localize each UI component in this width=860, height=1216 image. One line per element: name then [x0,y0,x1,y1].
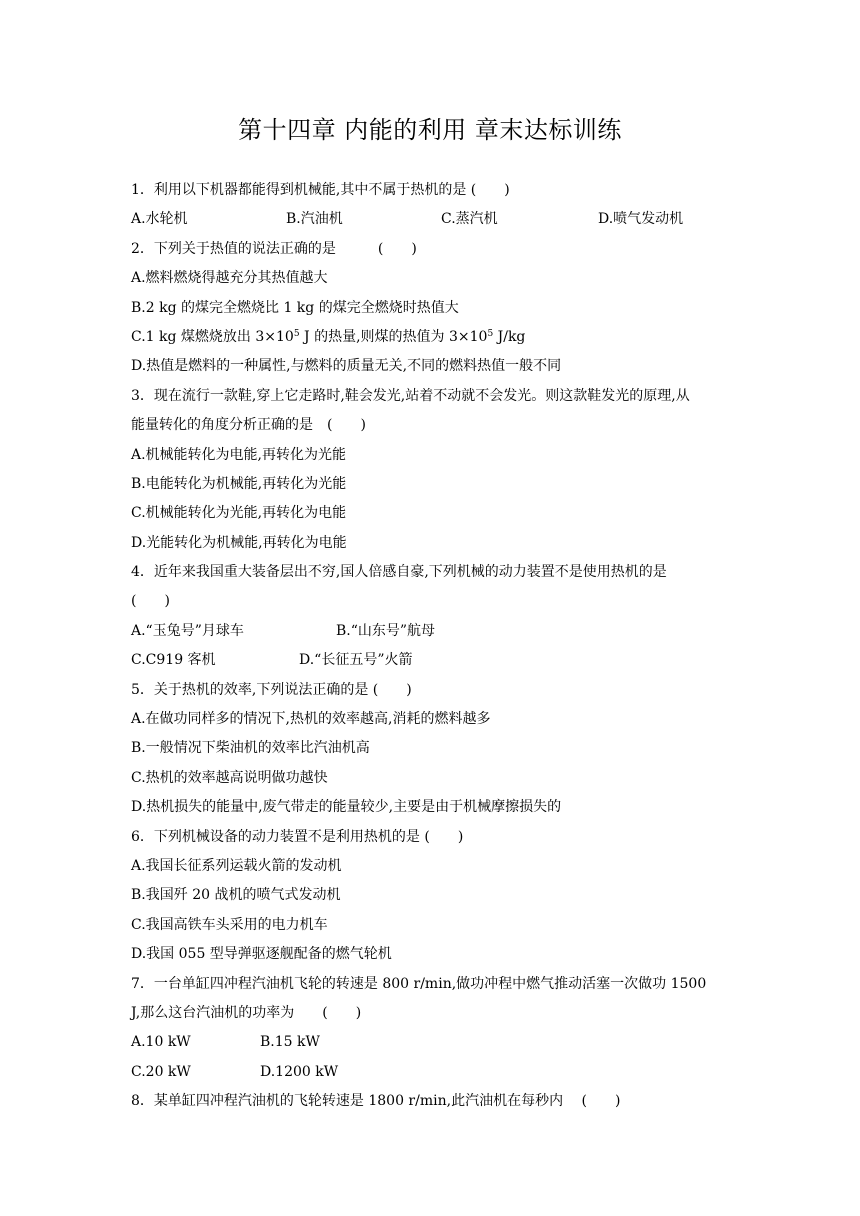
question-5-option-d: D.热机损失的能量中,废气带走的能量较少,主要是由于机械摩擦损失的 [131,799,562,816]
question-2-stem: 2．下列关于热值的说法正确的是 ( ) [131,240,417,257]
question-5-option-a: A.在做功同样多的情况下,热机的效率越高,消耗的燃料越多 [131,711,491,728]
page-title: 第十四章 内能的利用 章末达标训练 [238,116,622,144]
question-7-options-row-2 [131,1058,741,1087]
question-2-option-a: A.燃料燃烧得越充分其热值越大 [131,270,328,287]
question-4-option-a: A.“玉兔号”月球车 [131,622,244,639]
question-3-stem-line-1: 3．现在流行一款鞋,穿上它走路时,鞋会发光,站着不动就不会发光。则这款鞋发光的原理,从 [131,387,690,404]
question-6-stem: 6．下列机械设备的动力装置不是利用热机的是 ( ) [131,828,464,845]
question-2-option-b: B.2 kg 的煤完全燃烧比 1 kg 的煤完全燃烧时热值大 [131,299,459,316]
question-2-option-d: D.热值是燃料的一种属性,与燃料的质量无关,不同的燃料热值一般不同 [131,358,562,375]
question-7-options-row-1 [131,1028,741,1057]
question-7-stem-line-2: J,那么这台汽油机的功率为 ( ) [131,1004,362,1021]
question-7-option-b: B.15 kW [260,1034,320,1051]
question-6-option-d: D.我国 055 型导弹驱逐舰配备的燃气轮机 [131,946,392,963]
question-3-stem-line-2: 能量转化的角度分析正确的是 ( ) [131,417,366,434]
question-4-options-row-2 [131,646,741,675]
question-4-options-row-1 [131,617,741,646]
exponent-1: 5 [293,328,300,339]
question-3-option-b: B.电能转化为机械能,再转化为光能 [131,475,347,492]
question-1-stem: 1．利用以下机器都能得到机械能,其中不属于热机的是 ( ) [131,182,510,198]
question-4-stem-line-1: 4．近年来我国重大装备层出不穷,国人倍感自豪,下列机械的动力装置不是使用热机的是 [131,564,667,581]
option-c-text-2: J 的热量,则煤的热值为 3×10 [299,328,488,345]
question-5-option-b: B.一般情况下柴油机的效率比汽油机高 [131,740,370,757]
question-1-option-a: A.水轮机 [131,211,188,228]
question-7-option-c: C.20 kW [131,1063,191,1080]
exponent-2: 5 [487,328,494,339]
question-6-option-c: C.我国高铁车头采用的电力机车 [131,916,328,933]
question-1-options [131,205,741,234]
question-3-option-d: D.光能转化为机械能,再转化为电能 [131,534,347,551]
question-1-option-c: C.蒸汽机 [441,211,498,228]
question-7-stem-line-1: 7．一台单缸四冲程汽油机飞轮的转速是 800 r/min,做功冲程中燃气推动活塞一次做功 1500 [131,975,707,992]
question-list [131,176,741,1117]
question-6-option-a: A.我国长征系列运载火箭的发动机 [131,857,342,874]
question-1-option-d: D.喷气发动机 [598,211,684,228]
option-c-text-1: C.1 kg 煤燃烧放出 3×10 [131,328,294,345]
question-5-stem: 5．关于热机的效率,下列说法正确的是 ( ) [131,681,412,698]
question-4-option-b: B.“山东号”航母 [336,622,436,639]
question-7-option-d: D.1200 kW [260,1063,339,1080]
question-2-option-c [131,323,741,352]
question-4-stem-line-2: ( ) [131,593,170,610]
question-3-option-a: A.机械能转化为电能,再转化为光能 [131,446,347,463]
question-7-option-a: A.10 kW [131,1034,191,1051]
question-1-option-b: B.汽油机 [286,211,343,228]
question-8-stem: 8．某单缸四冲程汽油机的飞轮转速是 1800 r/min,此汽油机在每秒内 ( ) [131,1093,621,1110]
question-6-option-b: B.我国歼 20 战机的喷气式发动机 [131,887,341,904]
option-c-text-3: J/kg [493,328,526,345]
question-4-option-d: D.“长征五号”火箭 [299,652,413,669]
question-4-option-c: C.C919 客机 [131,652,216,669]
question-3-option-c: C.机械能转化为光能,再转化为电能 [131,505,347,522]
question-5-option-c: C.热机的效率越高说明做功越快 [131,769,328,786]
